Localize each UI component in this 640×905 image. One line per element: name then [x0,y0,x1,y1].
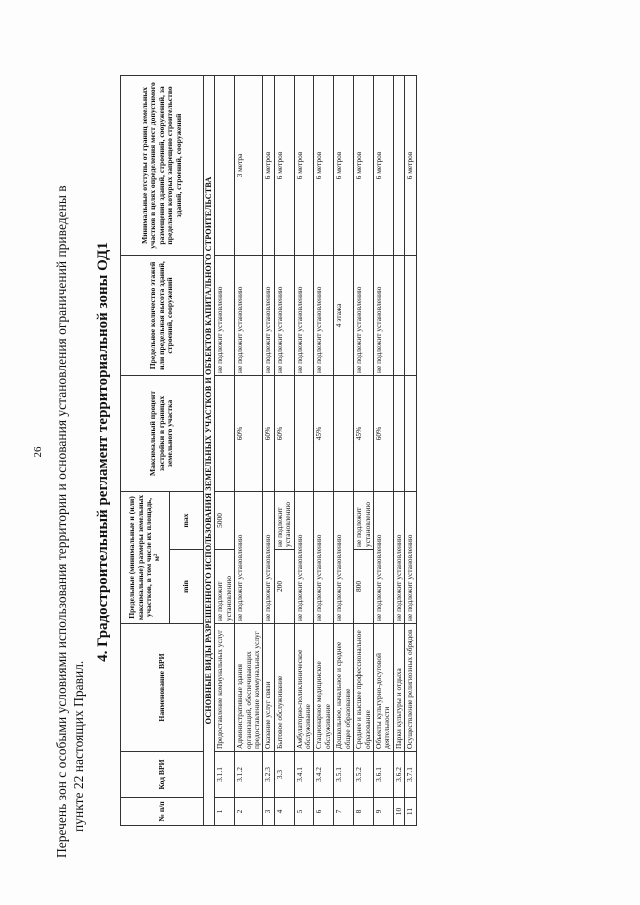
cell-setback: 6 метров [405,75,416,255]
header-setback: Минимальные отступы от границ земельных участков в целях определения мест допустимого размещения зданий, строений, сооружений, за пределами которых запрещено строительство зданий, строений, сооружений [121,75,204,255]
cell-name: Предоставление коммунальных услуг [215,624,235,752]
cell-size: не подлежит установлению [294,491,314,623]
cell-min: 200 [274,550,294,624]
cell-num: 4 [274,798,294,826]
cell-size: не подлежит установлению [263,491,274,623]
cell-floors: не подлежит установлению [294,255,314,375]
cell-code: 3.4.2 [314,752,334,798]
cell-percent [393,375,404,491]
header-size-group: Предельные (минимальные и (или) максимальные) размеры земельных участков, в том числе их площадь, м² [121,491,170,623]
table-row [314,75,334,825]
cell-floors: не подлежит установлению [235,255,263,375]
cell-setback: 6 метров [263,75,274,255]
cell-num: 3 [263,798,274,826]
cell-percent: 60% [373,375,393,491]
cell-size: не подлежит установлению [405,491,416,623]
cell-num: 2 [235,798,263,826]
cell-code: 3.6.1 [373,752,393,798]
cell-setback: 6 метров [314,75,334,255]
cell-floors: не подлежит установлению [215,255,235,375]
cell-max: не подлежит установлению [354,491,374,549]
cell-code: 3.2.3 [263,752,274,798]
table-row [393,75,404,825]
cell-setback [393,75,404,255]
cell-floors: не подлежит установлению [354,255,374,375]
cell-size: не подлежит установлению [314,491,334,623]
cell-setback: 6 метров [294,75,314,255]
table-row [373,75,393,825]
cell-setback: 6 метров [274,75,294,255]
table-row [235,75,263,825]
cell-num: 10 [393,798,404,826]
cell-num: 1 [215,798,235,826]
cell-percent [405,375,416,491]
cell-name: Стационарное медицинское обслуживание [314,624,334,752]
header-name: Наименование ВРИ [121,624,204,752]
table-row [274,75,294,825]
cell-percent [294,375,314,491]
cell-setback [215,75,235,255]
regulation-table [120,75,417,826]
cell-name: Парки культуры и отдыха [393,624,404,752]
cell-floors [393,255,404,375]
table-row [294,75,314,825]
table-row [263,75,274,825]
cell-num: 8 [354,798,374,826]
cell-name: Объекты культурно-досуговой деятельности [373,624,393,752]
cell-percent: 45% [354,375,374,491]
cell-min: не подлежит установлению [215,550,235,624]
cell-code: 3.3 [274,752,294,798]
cell-name: Оказание услуг связи [263,624,274,752]
cell-percent [215,375,235,491]
cell-min: 800 [354,550,374,624]
header-max: max [170,491,204,549]
cell-num: 9 [373,798,393,826]
cell-max: не подлежит установлению [274,491,294,549]
cell-name: Осуществление религиозных обрядов [405,624,416,752]
header-floors: Предельное количество этажей или предельная высота зданий, строений, сооружений [121,255,204,375]
cell-floors: 4 этажа [334,255,354,375]
cell-num: 6 [314,798,334,826]
cell-setback: 6 метров [354,75,374,255]
section-title: ОСНОВНЫЕ ВИДЫ РАЗРЕШЕННОГО ИСПОЛЬЗОВАНИЯ ЗЕМЕЛЬНЫХ УЧАСТКОВ И ОБЪЕКТОВ КАПИТАЛЬНОГО СТРОИТЕЛЬСТВА [204,75,215,825]
cell-name: Административные здания организаций, обеспечивающих предоставление коммунальных услуг [235,624,263,752]
cell-percent: 60% [235,375,263,491]
cell-size: не подлежит установлению [373,491,393,623]
cell-name: Амбулаторно-поликлиническое обслуживание [294,624,314,752]
cell-floors: не подлежит установлению [314,255,334,375]
cell-name: Дошкольное, начальное и среднее общее образование [334,624,354,752]
cell-code: 3.6.2 [393,752,404,798]
cell-name: Бытовое обслуживание [274,624,294,752]
intro-text-continued: пункте 22 настоящих Правил. [71,660,86,832]
cell-setback: 3 метра [235,75,263,255]
cell-percent: 60% [263,375,274,491]
cell-code: 3.1.2 [235,752,263,798]
cell-setback: 6 метров [334,75,354,255]
table-row [334,75,354,825]
cell-code: 3.1.1 [215,752,235,798]
cell-code: 3.5.1 [334,752,354,798]
cell-code: 3.4.1 [294,752,314,798]
cell-setback: 6 метров [373,75,393,255]
cell-floors [405,255,416,375]
cell-code: 3.5.2 [354,752,374,798]
header-percent: Максимальный процент застройки в границах земельного участка [121,375,204,491]
page-number: 26 [32,446,44,458]
cell-num: 7 [334,798,354,826]
table-row [354,75,374,825]
cell-floors: не подлежит установлению [274,255,294,375]
cell-percent: 45% [314,375,334,491]
table-row [405,75,416,825]
cell-num: 11 [405,798,416,826]
cell-floors: не подлежит установлению [373,255,393,375]
table-row [215,75,235,825]
cell-percent: 60% [274,375,294,491]
cell-percent [334,375,354,491]
regulation-title: 4. Градостроительный регламент территориальной зоны ОД1 [95,242,111,662]
header-code: Код ВРИ [121,752,204,798]
cell-floors: не подлежит установлению [263,255,274,375]
cell-size: не подлежит установлению [235,491,263,623]
cell-name: Среднее и высшее профессиональное образование [354,624,374,752]
rotated-content [32,32,600,872]
cell-size: не подлежит установлению [393,491,404,623]
header-num: № п/п [121,798,204,826]
cell-size: не подлежит установлению [334,491,354,623]
cell-max: 5000 [215,491,235,549]
header-min: min [170,550,204,624]
intro-text: Перечень зон с особыми условиями использования территории и основания установления ограничений приведены в [54,185,69,858]
cell-code: 3.7.1 [405,752,416,798]
cell-num: 5 [294,798,314,826]
